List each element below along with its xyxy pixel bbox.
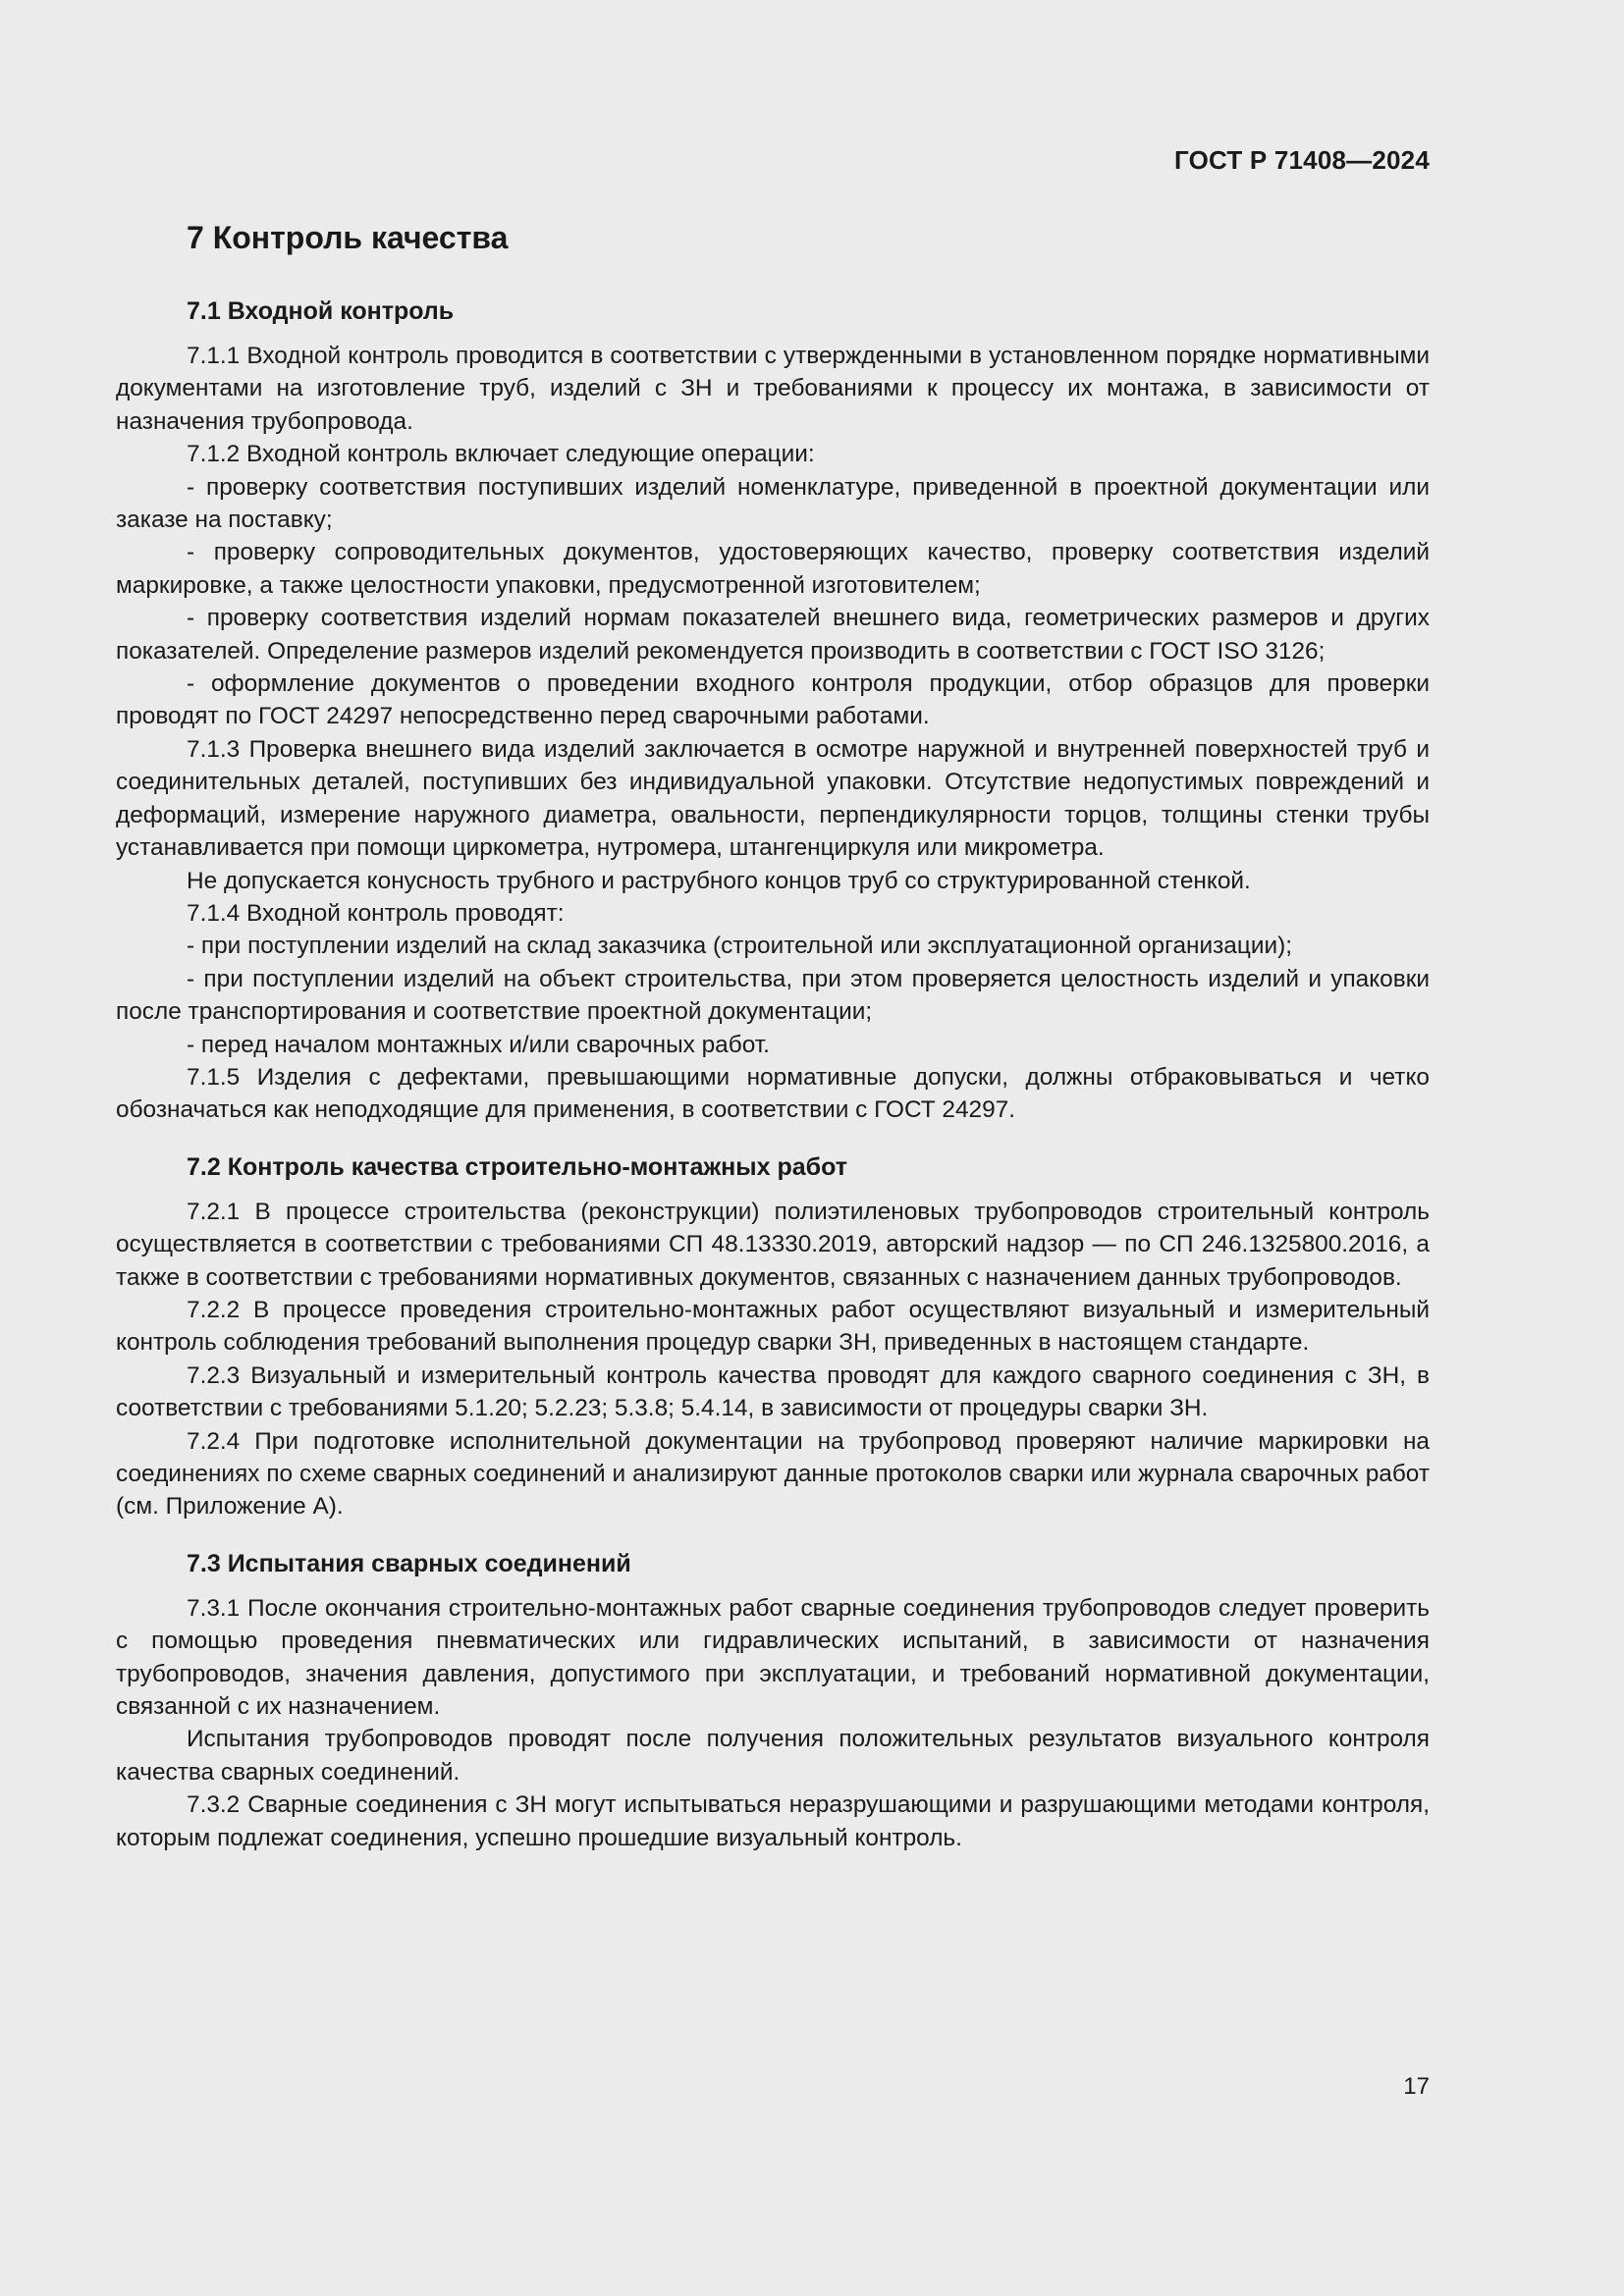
section-title: 7 Контроль качества	[187, 220, 509, 255]
paragraph: Испытания трубопроводов проводят после получения положительных результатов визуального контроля качества сварных соединений.	[116, 1726, 1430, 1786]
paragraph: 7.2.4 При подготовке исполнительной документации на трубопровод проверяют наличие маркировки на соединениях по схеме сварных соединений и анализируют данные протоколов сварки или журнала сварочных работ (см. Приложение А).	[116, 1427, 1430, 1521]
list-item: - проверку сопроводительных документов, удостоверяющих качество, проверку соответствия изделий маркировке, а также целостности упаковки, предусмотренной изготовителем;	[116, 539, 1430, 599]
paragraph: 7.1.3 Проверка внешнего вида изделий заключается в осмотре наружной и внутренней поверхностей труб и соединительных деталей, поступивших без индивидуальной упаковки. Отсутствие недопустимых повреждений и деформаций, измерение наружного диаметра, овальности, перпендикулярности торцов, толщины стенки трубы устанавливается при помощи циркометра, нутромера, штангенциркуля или микрометра.	[116, 735, 1430, 862]
paragraph: 7.3.2 Сварные соединения с ЗН могут испытываться неразрушающими и разрушающими методами контроля, которым подлежат соединения, успешно прошедшие визуальный контроль.	[116, 1791, 1430, 1851]
list-item: - при поступлении изделий на объект строительства, при этом проверяется целостность изделий и упаковки после транспортирования и соответствие проектной документации;	[116, 965, 1430, 1026]
paragraph: 7.2.2 В процессе проведения строительно-монтажных работ осуществляют визуальный и измерительный контроль соблюдения требований выполнения процедур сварки ЗН, приведенных в настоящем стандарте.	[116, 1296, 1430, 1357]
list-item: - проверку соответствия поступивших изделий номенклатуре, приведенной в проектной документации или заказе на поставку;	[116, 473, 1430, 534]
subsection-title: 7.2 Контроль качества строительно-монтажных работ	[187, 1152, 847, 1181]
document-code: ГОСТ Р 71408—2024	[1174, 145, 1430, 175]
subsection-title: 7.3 Испытания сварных соединений	[187, 1549, 631, 1577]
list-item: - перед началом монтажных и/или сварочных работ.	[187, 1031, 770, 1058]
paragraph: Не допускается конусность трубного и раструбного концов труб со структурированной стенкой.	[187, 867, 1251, 894]
list-item: - при поступлении изделий на склад заказчика (строительной или эксплуатационной организации);	[187, 933, 1292, 960]
paragraph: 7.2.1 В процессе строительства (реконструкции) полиэтиленовых трубопроводов строительный контроль осуществляется в соответствии с требованиями СП 48.13330.2019, авторский надзор — по СП 246.1325800.2016, а также в соответствии с требованиями нормативных документов, связанных с назначением данных трубопроводов.	[116, 1198, 1430, 1291]
list-item: - проверку соответствия изделий нормам показателей внешнего вида, геометрических размеров и других показателей. Определение размеров изделий рекомендуется производить в соответствии с ГОСТ ISO 3126;	[116, 605, 1430, 665]
paragraph: 7.1.2 Входной контроль включает следующие операции:	[187, 441, 815, 468]
page-number: 17	[1403, 2073, 1430, 2100]
paragraph: 7.1.1 Входной контроль проводится в соответствии с утвержденными в установленном порядке нормативными документами на изготовление труб, изделий с ЗН и требованиями к процессу их монтажа, в зависимости от назначения трубопровода.	[116, 343, 1430, 435]
paragraph: 7.2.3 Визуальный и измерительный контроль качества проводят для каждого сварного соединения с ЗН, в соответствии с требованиями 5.1.20; 5.2.23; 5.3.8; 5.4.14, в зависимости от процедуры сварки ЗН.	[116, 1362, 1430, 1422]
list-item: - оформление документов о проведении входного контроля продукции, отбор образцов для проверки проводят по ГОСТ 24297 непосредственно перед сварочными работами.	[116, 670, 1430, 730]
document-body	[116, 218, 1430, 1854]
paragraph: 7.3.1 После окончания строительно-монтажных работ сварные соединения трубопроводов следует проверить с помощью проведения пневматических или гидравлических испытаний, в зависимости от назначения трубопроводов, значения давления, допустимого при эксплуатации, и требований нормативной документации, связанной с их назначением.	[116, 1594, 1430, 1721]
paragraph: 7.1.5 Изделия с дефектами, превышающими нормативные допуски, должны отбраковываться и четко обозначаться как неподходящие для применения, в соответствии с ГОСТ 24297.	[116, 1063, 1430, 1124]
subsection-title: 7.1 Входной контроль	[187, 297, 455, 325]
paragraph: 7.1.4 Входной контроль проводят:	[187, 899, 565, 927]
